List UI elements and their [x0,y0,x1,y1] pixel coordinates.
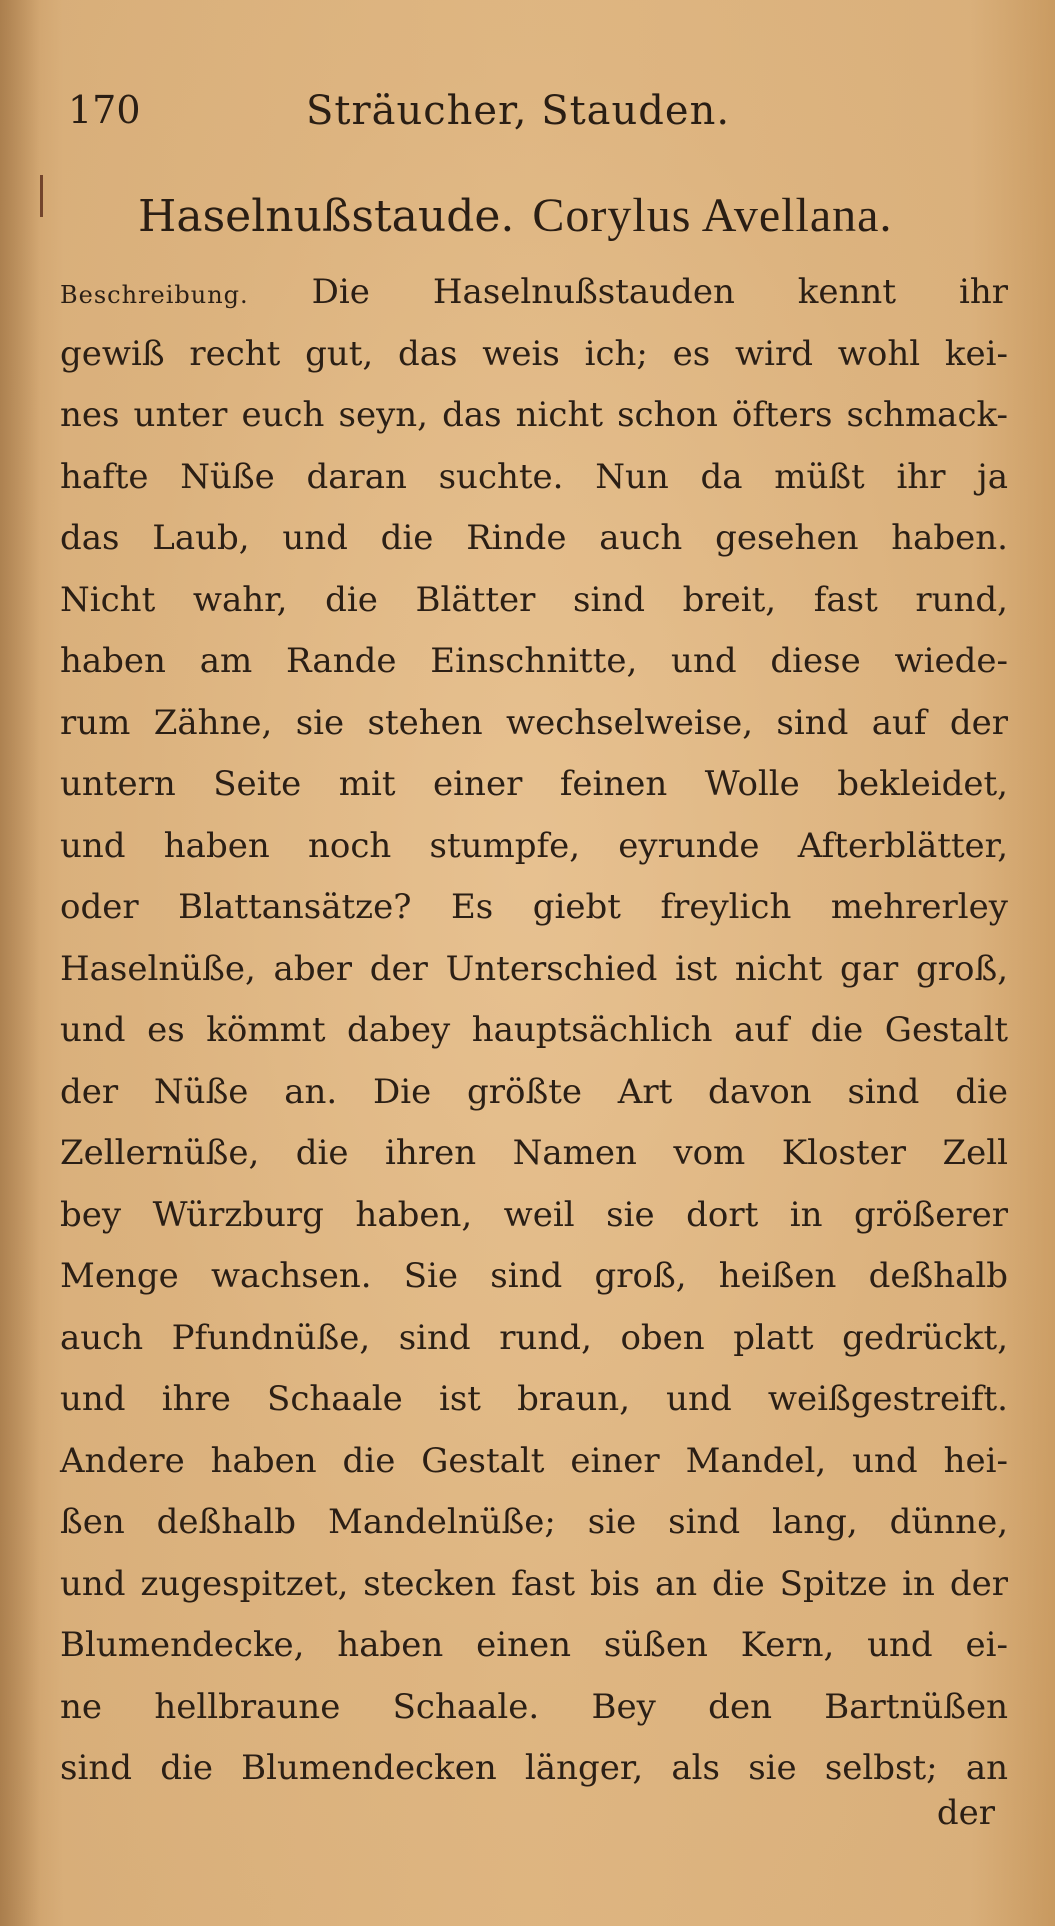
running-head: Sträucher, Stauden. [306,88,731,134]
text-line: Haselnüße, aber der Unterschied ist nicht gar groß, [60,948,1008,989]
text-line: der Nüße an. Die größte Art davon sind die [60,1071,1008,1112]
text-line: untern Seite mit einer feinen Wolle bekleidet, [60,764,1008,804]
text-line: gewiß recht gut, das weis ich; es wird wohl kei- [60,333,1008,374]
text-line: das Laub, und die Rinde auch gesehen haben. [60,518,1008,558]
text-line: Zellernüße, die ihren Namen vom Kloster Zell [60,1133,1008,1173]
text-line: und haben noch stumpfe, eyrunde Afterblätter, [60,825,1008,866]
page-header [68,88,968,138]
text-line: und ihre Schaale ist braun, und weißgestreift. [60,1379,1008,1419]
title-german: Haselnußstaude. [138,191,515,242]
text-line: oder Blattansätze? Es giebt freylich mehrerley [60,887,1008,927]
body-text [60,262,1008,1800]
text-line: Nicht wahr, die Blätter sind breit, fast rund, [60,579,1008,620]
text-line: nes unter euch seyn, das nicht schon öfters schmack- [60,395,1008,435]
text-line: Andere haben die Gestalt einer Mandel, und hei- [60,1440,1008,1481]
text-line: Blumendecke, haben einen süßen Kern, und ei- [60,1625,1008,1665]
text-line: ßen deßhalb Mandelnüße; sie sind lang, dünne, [60,1502,1008,1542]
text-line: hafte Nüße daran suchte. Nun da müßt ihr ja [60,456,1008,497]
text-line: und es kömmt dabey hauptsächlich auf die Gestalt [60,1010,1008,1050]
margin-mark [40,175,43,217]
text-line: und zugespitzet, stecken fast bis an die Spitze in der [60,1563,1008,1604]
text-line: ne hellbraune Schaale. Bey den Bartnüßen [60,1686,1008,1727]
text-line: rum Zähne, sie stehen wechselweise, sind auf der [60,702,1008,743]
text-line: auch Pfundnüße, sind rund, oben platt gedrückt, [60,1317,1008,1358]
section-heading: Beschreibung. [60,281,249,309]
text-line: haben am Rande Einschnitte, und diese wiede- [60,641,1008,681]
text-line: Menge wachsen. Sie sind groß, heißen deßhalb [60,1256,1008,1296]
text-line: sind die Blumendecken länger, als sie selbst; an [60,1748,1008,1788]
text-line: Beschreibung. Die Haselnußstauden kennt ihr [60,272,1008,312]
gutter-shadow [0,0,40,1926]
text-line: bey Würzburg haben, weil sie dort in größerer [60,1194,1008,1235]
page-number: 170 [68,88,141,132]
title-latin: Corylus Avellana. [532,189,893,242]
catchword: der [936,1793,995,1833]
section-title [138,188,892,243]
